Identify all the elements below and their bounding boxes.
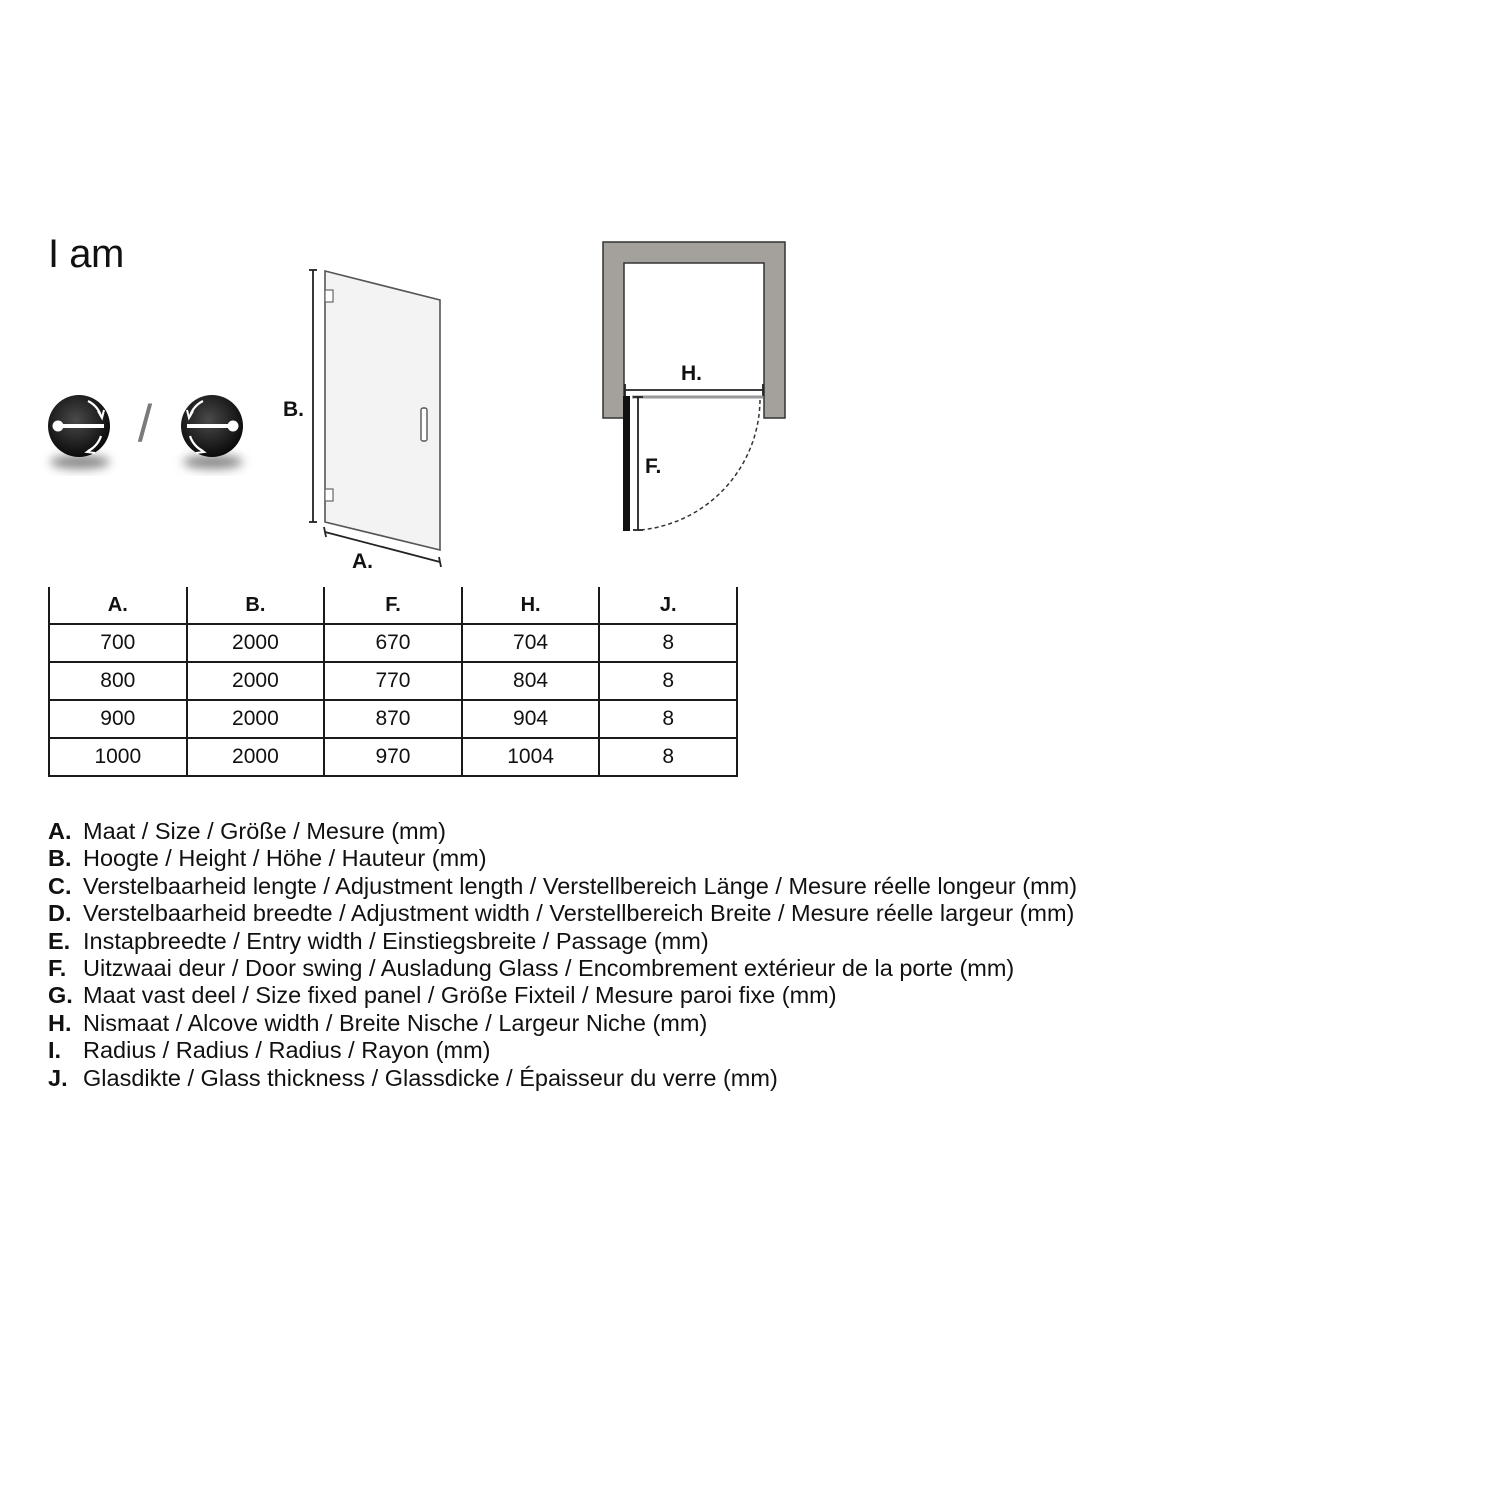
table-cell: 704 xyxy=(462,624,600,662)
column-header: H. xyxy=(462,587,600,624)
door-swing-right-icon xyxy=(181,395,243,469)
table-cell: 8 xyxy=(599,624,737,662)
door-swing-left-icon xyxy=(48,395,110,469)
door-label-b: B. xyxy=(283,398,304,421)
dimension-legend xyxy=(48,818,1077,1092)
legend-letter: C. xyxy=(48,872,72,899)
legend-letter: I. xyxy=(48,1037,62,1064)
legend-letter: D. xyxy=(48,900,72,927)
legend-item xyxy=(48,1065,1077,1092)
table-cell: 2000 xyxy=(187,700,325,738)
legend-letter: F. xyxy=(48,955,67,982)
legend-letter: G. xyxy=(48,982,73,1009)
table-row xyxy=(49,700,737,738)
legend-letter: B. xyxy=(48,845,72,872)
legend-text: Glasdikte / Glass thickness / Glassdicke / Épaisseur du verre (mm) xyxy=(83,1064,778,1091)
table-cell: 2000 xyxy=(187,662,325,700)
legend-text: Maat vast deel / Size fixed panel / Größe Fixteil / Mesure paroi fixe (mm) xyxy=(83,982,837,1009)
legend-item xyxy=(48,955,1077,982)
table-cell: 700 xyxy=(49,624,187,662)
table-cell: 8 xyxy=(599,662,737,700)
table-cell: 904 xyxy=(462,700,600,738)
legend-text: Verstelbaarheid breedte / Adjustment width / Verstellbereich Breite / Mesure réelle largeur (mm) xyxy=(83,900,1075,927)
legend-text: Instapbreedte / Entry width / Einstiegsbreite / Passage (mm) xyxy=(83,927,709,954)
table-cell: 800 xyxy=(49,662,187,700)
table-cell: 870 xyxy=(324,700,462,738)
legend-item xyxy=(48,928,1077,955)
legend-letter: E. xyxy=(48,927,71,954)
table-header-row xyxy=(49,587,737,624)
legend-text: Maat / Size / Größe / Mesure (mm) xyxy=(83,818,447,844)
swing-separator: / xyxy=(137,395,153,453)
table-row xyxy=(49,624,737,662)
plan-label-f: F. xyxy=(645,455,662,478)
legend-item xyxy=(48,818,1077,845)
door-elevation-drawing xyxy=(283,270,441,573)
door-label-a: A. xyxy=(352,550,373,573)
legend-letter: A. xyxy=(48,818,72,844)
table-cell: 8 xyxy=(599,738,737,776)
product-diagram xyxy=(0,0,1500,600)
column-header: A. xyxy=(49,587,187,624)
legend-item xyxy=(48,900,1077,927)
legend-item xyxy=(48,1037,1077,1064)
legend-letter: H. xyxy=(48,1009,72,1036)
page-title: I am xyxy=(48,232,124,276)
table-cell: 670 xyxy=(324,624,462,662)
table-cell: 970 xyxy=(324,738,462,776)
table-cell: 804 xyxy=(462,662,600,700)
table-cell: 2000 xyxy=(187,738,325,776)
column-header: F. xyxy=(324,587,462,624)
legend-text: Verstelbaarheid lengte / Adjustment length / Verstellbereich Länge / Mesure réelle longeur (mm) xyxy=(83,872,1078,899)
table-cell: 1004 xyxy=(462,738,600,776)
column-header: J. xyxy=(599,587,737,624)
legend-text: Hoogte / Height / Höhe / Hauteur (mm) xyxy=(83,845,487,872)
legend-item xyxy=(48,873,1077,900)
plan-label-h: H. xyxy=(681,362,702,385)
legend-item xyxy=(48,1010,1077,1037)
table-row xyxy=(49,662,737,700)
legend-text: Nismaat / Alcove width / Breite Nische / Largeur Niche (mm) xyxy=(83,1009,708,1036)
table-cell: 8 xyxy=(599,700,737,738)
table-row xyxy=(49,738,737,776)
legend-item xyxy=(48,845,1077,872)
table-cell: 1000 xyxy=(49,738,187,776)
plan-view-drawing xyxy=(603,242,785,531)
dimensions-table xyxy=(48,587,738,777)
legend-text: Uitzwaai deur / Door swing / Ausladung Glass / Encombrement extérieur de la porte (mm) xyxy=(83,955,1015,982)
legend-letter: J. xyxy=(48,1064,68,1091)
legend-item xyxy=(48,982,1077,1009)
table-cell: 900 xyxy=(49,700,187,738)
table-cell: 770 xyxy=(324,662,462,700)
column-header: B. xyxy=(187,587,325,624)
legend-text: Radius / Radius / Radius / Rayon (mm) xyxy=(83,1037,491,1064)
table-cell: 2000 xyxy=(187,624,325,662)
